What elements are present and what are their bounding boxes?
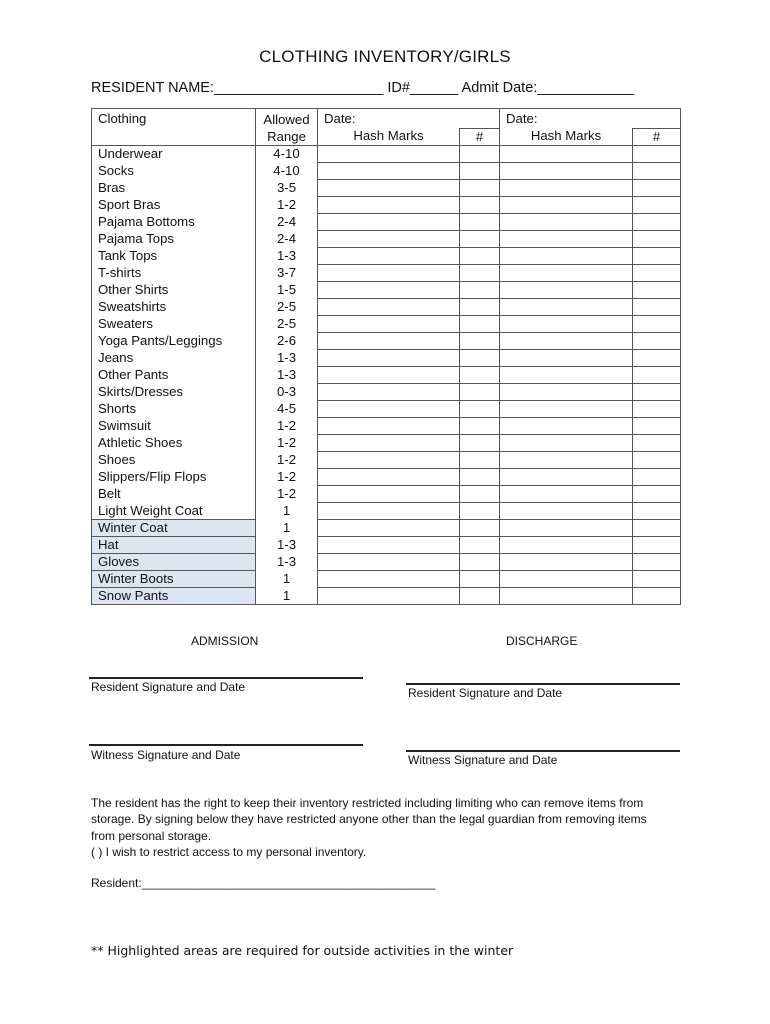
table-row (92, 214, 681, 231)
allowed-range: 1-5 (256, 282, 318, 299)
allowed-range: 1 (256, 520, 318, 537)
hash-marks-cell-2[interactable] (500, 554, 633, 571)
hash-marks-cell-2[interactable] (500, 503, 633, 520)
count-cell-2[interactable] (633, 197, 681, 214)
rights-line-3: from personal storage. (91, 828, 212, 843)
allowed-range: 4-10 (256, 146, 318, 163)
count-cell-2[interactable] (633, 231, 681, 248)
count-cell-1[interactable] (460, 214, 500, 231)
count-cell-1[interactable] (460, 554, 500, 571)
count-cell-1[interactable] (460, 350, 500, 367)
count-cell-1[interactable] (460, 180, 500, 197)
table-row (92, 418, 681, 435)
count-cell-2[interactable] (633, 146, 681, 163)
hash-marks-cell-2[interactable] (500, 435, 633, 452)
hash-marks-cell-2[interactable] (500, 231, 633, 248)
clothing-item: Underwear (92, 146, 256, 163)
count-cell-2[interactable] (633, 571, 681, 588)
count-cell-1[interactable] (460, 197, 500, 214)
table-row (92, 588, 681, 605)
count-cell-2[interactable] (633, 350, 681, 367)
hash-marks-cell-1[interactable] (318, 299, 460, 316)
hash-marks-cell-2[interactable] (500, 282, 633, 299)
count-cell-2[interactable] (633, 180, 681, 197)
hash-marks-cell-2[interactable] (500, 452, 633, 469)
hash-marks-cell-2[interactable] (500, 163, 633, 180)
count-cell-1[interactable] (460, 316, 500, 333)
clothing-item: Shorts (92, 401, 256, 418)
count-cell-1[interactable] (460, 367, 500, 384)
allowed-range: 2-5 (256, 316, 318, 333)
hash-marks-cell-1[interactable] (318, 537, 460, 554)
count-cell-1[interactable] (460, 248, 500, 265)
admission-witness-signature-line[interactable] (89, 744, 363, 746)
table-row (92, 554, 681, 571)
clothing-item: Athletic Shoes (92, 435, 256, 452)
hash-marks-cell-1[interactable] (318, 401, 460, 418)
allowed-range: 1-3 (256, 350, 318, 367)
hash-marks-cell-2[interactable] (500, 333, 633, 350)
count-cell-2[interactable] (633, 214, 681, 231)
count-cell-2[interactable] (633, 265, 681, 282)
count-cell-2[interactable] (633, 316, 681, 333)
table-row (92, 316, 681, 333)
count-cell-1[interactable] (460, 435, 500, 452)
table-row (92, 367, 681, 384)
table-row (92, 197, 681, 214)
admission-resident-signature-line[interactable] (89, 677, 363, 679)
allowed-range: 1-2 (256, 197, 318, 214)
hash-marks-cell-1[interactable] (318, 588, 460, 605)
count-cell-1[interactable] (460, 265, 500, 282)
count-cell-2[interactable] (633, 282, 681, 299)
header-count-1: # (460, 128, 500, 145)
allowed-range: 2-4 (256, 231, 318, 248)
allowed-range: 1-3 (256, 367, 318, 384)
count-cell-1[interactable] (460, 299, 500, 316)
allowed-range: 1-2 (256, 452, 318, 469)
header-date-1[interactable]: Date: (318, 109, 500, 129)
admission-label: ADMISSION (191, 634, 259, 648)
hash-marks-cell-2[interactable] (500, 401, 633, 418)
footnote: ** Highlighted areas are required for outside activities in the winter (91, 943, 514, 958)
table-header-row-1 (92, 109, 681, 129)
clothing-item: Slippers/Flip Flops (92, 469, 256, 486)
allowed-range: 1-3 (256, 537, 318, 554)
table-row (92, 231, 681, 248)
count-cell-1[interactable] (460, 503, 500, 520)
count-cell-2[interactable] (633, 418, 681, 435)
header-hash-marks-2: Hash Marks (500, 128, 633, 145)
count-cell-1[interactable] (460, 418, 500, 435)
table-row (92, 520, 681, 537)
table-row (92, 435, 681, 452)
clothing-item: Other Pants (92, 367, 256, 384)
clothing-item: Skirts/Dresses (92, 384, 256, 401)
table-row (92, 333, 681, 350)
hash-marks-cell-1[interactable] (318, 418, 460, 435)
hash-marks-cell-1[interactable] (318, 469, 460, 486)
clothing-item: T-shirts (92, 265, 256, 282)
clothing-item: Jeans (92, 350, 256, 367)
hash-marks-cell-1[interactable] (318, 180, 460, 197)
hash-marks-cell-2[interactable] (500, 248, 633, 265)
hash-marks-cell-2[interactable] (500, 197, 633, 214)
hash-marks-cell-1[interactable] (318, 435, 460, 452)
hash-marks-cell-1[interactable] (318, 146, 460, 163)
clothing-item: Shoes (92, 452, 256, 469)
clothing-item: Hat (92, 537, 256, 554)
count-cell-2[interactable] (633, 537, 681, 554)
count-cell-2[interactable] (633, 163, 681, 180)
table-row (92, 469, 681, 486)
clothing-item: Gloves (92, 554, 256, 571)
count-cell-1[interactable] (460, 469, 500, 486)
hash-marks-cell-1[interactable] (318, 554, 460, 571)
discharge-label: DISCHARGE (506, 634, 578, 648)
count-cell-2[interactable] (633, 486, 681, 503)
allowed-range: 1-2 (256, 435, 318, 452)
allowed-range: 2-5 (256, 299, 318, 316)
hash-marks-cell-2[interactable] (500, 265, 633, 282)
hash-marks-cell-1[interactable] (318, 350, 460, 367)
allowed-range: 2-4 (256, 214, 318, 231)
count-cell-1[interactable] (460, 588, 500, 605)
count-cell-1[interactable] (460, 384, 500, 401)
count-cell-2[interactable] (633, 384, 681, 401)
hash-marks-cell-2[interactable] (500, 588, 633, 605)
hash-marks-cell-2[interactable] (500, 486, 633, 503)
admission-witness-signature-label: Witness Signature and Date (91, 748, 241, 762)
allowed-range: 1-2 (256, 486, 318, 503)
hash-marks-cell-1[interactable] (318, 384, 460, 401)
hash-marks-cell-1[interactable] (318, 248, 460, 265)
rights-line-1: The resident has the right to keep their inventory restricted including limiting who can remove items from (91, 796, 644, 810)
clothing-item: Winter Boots (92, 571, 256, 588)
table-row (92, 282, 681, 299)
count-cell-1[interactable] (460, 282, 500, 299)
count-cell-1[interactable] (460, 333, 500, 350)
hash-marks-cell-2[interactable] (500, 571, 633, 588)
hash-marks-cell-2[interactable] (500, 180, 633, 197)
discharge-resident-signature-line[interactable] (406, 683, 680, 685)
table-row (92, 163, 681, 180)
clothing-item: Sweatshirts (92, 299, 256, 316)
header-date-2[interactable]: Date: (500, 109, 681, 129)
hash-marks-cell-2[interactable] (500, 299, 633, 316)
hash-marks-cell-1[interactable] (318, 231, 460, 248)
allowed-range: 1-2 (256, 418, 318, 435)
count-cell-2[interactable] (633, 452, 681, 469)
clothing-item: Swimsuit (92, 418, 256, 435)
count-cell-1[interactable] (460, 486, 500, 503)
hash-marks-cell-2[interactable] (500, 350, 633, 367)
allowed-range: 0-3 (256, 384, 318, 401)
clothing-item: Yoga Pants/Leggings (92, 333, 256, 350)
clothing-item: Pajama Tops (92, 231, 256, 248)
count-cell-2[interactable] (633, 503, 681, 520)
hash-marks-cell-1[interactable] (318, 503, 460, 520)
hash-marks-cell-1[interactable] (318, 571, 460, 588)
clothing-item: Other Shirts (92, 282, 256, 299)
table-row (92, 401, 681, 418)
clothing-item: Winter Coat (92, 520, 256, 537)
hash-marks-cell-2[interactable] (500, 214, 633, 231)
hash-marks-cell-2[interactable] (500, 367, 633, 384)
resident-info-line: RESIDENT NAME:_____________________ ID#______ Admit Date:____________ (91, 80, 635, 96)
table-row (92, 248, 681, 265)
clothing-item: Tank Tops (92, 248, 256, 265)
count-cell-2[interactable] (633, 588, 681, 605)
allowed-range: 1-3 (256, 554, 318, 571)
rights-line-2: storage. By signing below they have restricted anyone other than the legal guardian from removing items (91, 812, 647, 827)
header-allowed-range: Allowed Range (256, 109, 318, 146)
count-cell-1[interactable] (460, 571, 500, 588)
page-title: CLOTHING INVENTORY/GIRLS (259, 47, 511, 66)
clothing-item: Light Weight Coat (92, 503, 256, 520)
hash-marks-cell-1[interactable] (318, 265, 460, 282)
clothing-inventory-table (91, 108, 681, 605)
discharge-resident-signature-label: Resident Signature and Date (408, 686, 563, 700)
hash-marks-cell-2[interactable] (500, 418, 633, 435)
count-cell-2[interactable] (633, 435, 681, 452)
hash-marks-cell-2[interactable] (500, 384, 633, 401)
allowed-range: 3-5 (256, 180, 318, 197)
hash-marks-cell-1[interactable] (318, 367, 460, 384)
header-hash-marks-1: Hash Marks (318, 128, 460, 145)
count-cell-2[interactable] (633, 520, 681, 537)
clothing-item: Sweaters (92, 316, 256, 333)
count-cell-2[interactable] (633, 299, 681, 316)
header-count-2: # (633, 128, 681, 145)
count-cell-1[interactable] (460, 520, 500, 537)
hash-marks-cell-1[interactable] (318, 486, 460, 503)
table-row (92, 299, 681, 316)
count-cell-1[interactable] (460, 401, 500, 418)
allowed-range: 1 (256, 571, 318, 588)
hash-marks-cell-1[interactable] (318, 452, 460, 469)
table-row (92, 146, 681, 163)
hash-marks-cell-2[interactable] (500, 537, 633, 554)
clothing-item: Belt (92, 486, 256, 503)
allowed-range: 4-10 (256, 163, 318, 180)
clothing-item: Bras (92, 180, 256, 197)
allowed-range: 4-5 (256, 401, 318, 418)
table-row (92, 571, 681, 588)
hash-marks-cell-1[interactable] (318, 163, 460, 180)
hash-marks-cell-1[interactable] (318, 333, 460, 350)
hash-marks-cell-1[interactable] (318, 316, 460, 333)
count-cell-1[interactable] (460, 452, 500, 469)
resident-rights-paragraph (91, 795, 691, 860)
allowed-range: 1-3 (256, 248, 318, 265)
discharge-witness-signature-line[interactable] (406, 750, 680, 752)
table-row (92, 384, 681, 401)
count-cell-2[interactable] (633, 469, 681, 486)
hash-marks-cell-2[interactable] (500, 146, 633, 163)
table-row (92, 180, 681, 197)
hash-marks-cell-1[interactable] (318, 282, 460, 299)
clothing-item: Pajama Bottoms (92, 214, 256, 231)
count-cell-2[interactable] (633, 248, 681, 265)
header-clothing: Clothing (92, 109, 256, 146)
clothing-item: Sport Bras (92, 197, 256, 214)
hash-marks-cell-2[interactable] (500, 469, 633, 486)
count-cell-1[interactable] (460, 537, 500, 554)
count-cell-2[interactable] (633, 554, 681, 571)
allowed-range: 1 (256, 503, 318, 520)
count-cell-1[interactable] (460, 163, 500, 180)
admission-resident-signature-label: Resident Signature and Date (91, 680, 246, 694)
table-row (92, 503, 681, 520)
table-row (92, 486, 681, 503)
hash-marks-cell-1[interactable] (318, 214, 460, 231)
allowed-range: 3-7 (256, 265, 318, 282)
table-row (92, 452, 681, 469)
count-cell-2[interactable] (633, 367, 681, 384)
count-cell-1[interactable] (460, 146, 500, 163)
allowed-range: 2-6 (256, 333, 318, 350)
table-row (92, 537, 681, 554)
hash-marks-cell-1[interactable] (318, 520, 460, 537)
count-cell-2[interactable] (633, 333, 681, 350)
clothing-item: Snow Pants (92, 588, 256, 605)
hash-marks-cell-2[interactable] (500, 316, 633, 333)
table-row (92, 265, 681, 282)
count-cell-1[interactable] (460, 231, 500, 248)
restrict-access-checkbox-line[interactable]: ( ) I wish to restrict access to my personal inventory. (91, 844, 367, 859)
table-row (92, 350, 681, 367)
clothing-item: Socks (92, 163, 256, 180)
hash-marks-cell-1[interactable] (318, 197, 460, 214)
count-cell-2[interactable] (633, 401, 681, 418)
allowed-range: 1-2 (256, 469, 318, 486)
discharge-witness-signature-label: Witness Signature and Date (408, 753, 558, 767)
allowed-range: 1 (256, 588, 318, 605)
hash-marks-cell-2[interactable] (500, 520, 633, 537)
resident-restriction-signature[interactable]: Resident:____________________________________________ (91, 876, 436, 890)
